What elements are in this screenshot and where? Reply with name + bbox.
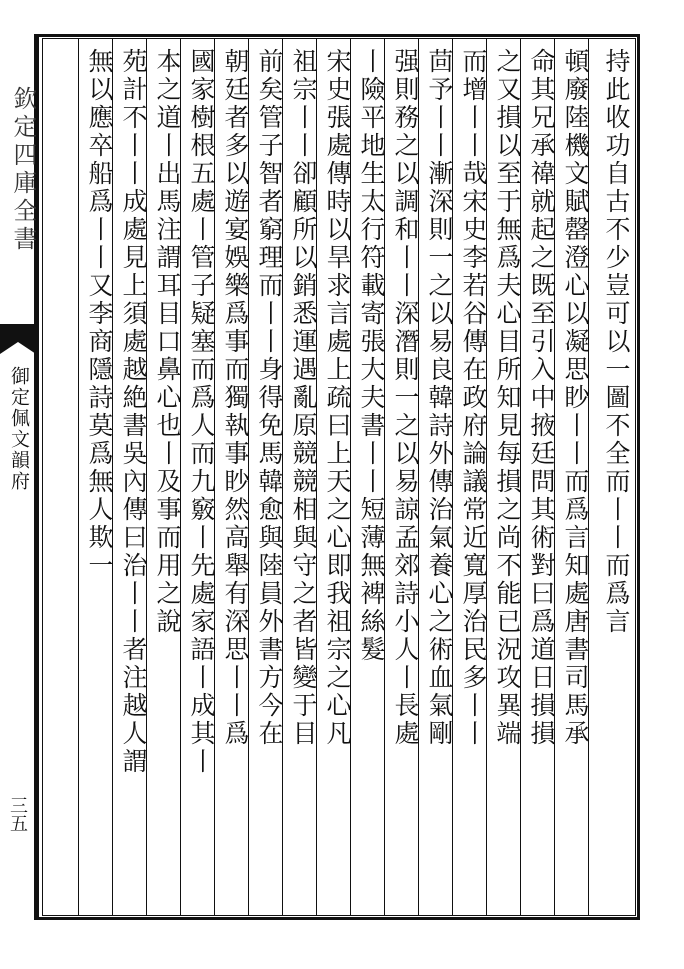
page-number: 三五: [7, 796, 28, 832]
fish-tail-mark-icon: [0, 324, 36, 354]
text-column: 命其兄承禕就起之既至引入中掖廷問其術對曰爲道日損損: [527, 48, 556, 748]
text-column: 持此收功自古不少豈可以一圖不全而丨丨而爲言: [602, 48, 631, 636]
text-column: 宋史張處傳時以旱求言處上疏曰上天之心即我祖宗之心凡: [323, 48, 352, 748]
text-column: 之又損以至于無爲夫心目所知見每損之尚不能已況攻異端: [493, 48, 522, 748]
text-column: 苑計不丨丨成處見上須處越絶書吳內傳曰治丨丨者注越人謂: [119, 48, 148, 776]
text-column: 無以應卒船爲丨丨又李商隱詩莫爲無人欺一: [85, 48, 114, 580]
text-column: 頓廢陸機文賦罄澄心以凝思眇丨丨而爲言知處唐書司馬承: [561, 48, 590, 748]
column-rule: [78, 38, 79, 916]
margin-book-title: 御定佩文韻府: [8, 366, 30, 492]
text-column: 祖宗丨丨卻顧所以銷悉運遇亂原競競相與守之者皆變于目: [289, 48, 318, 748]
text-column: 本之道丨出馬注謂耳目口鼻心也丨及事而用之說: [153, 48, 182, 636]
page-margin: [0, 34, 36, 920]
text-column: 强則務之以調和丨丨深潛則一之以易諒孟郊詩小人丨長處: [391, 48, 420, 748]
margin-header: 欽定四庫全書: [9, 86, 37, 254]
text-column: 國家樹根五處丨管子疑塞而爲人而九竅丨先處家語丨成其丨: [187, 48, 216, 776]
text-column: 丨險平地生太行符載寄張大夫書丨丨短薄無裨絲髮: [357, 48, 386, 664]
text-column: 朝廷者多以遊宴娛樂爲事而獨執事眇然高舉有深思丨丨爲: [221, 48, 250, 748]
text-column: 茴予丨丨漸深則一之以易良韓詩外傳治氣養心之術血氣剛: [425, 48, 454, 748]
text-column: 前矣管子智者窮理而丨丨身得免馬韓愈與陸員外書方今在: [255, 48, 284, 748]
text-column: 而增丨丨哉宋史李若谷傳在政府論議常近寬厚治民多丨丨: [459, 48, 488, 748]
